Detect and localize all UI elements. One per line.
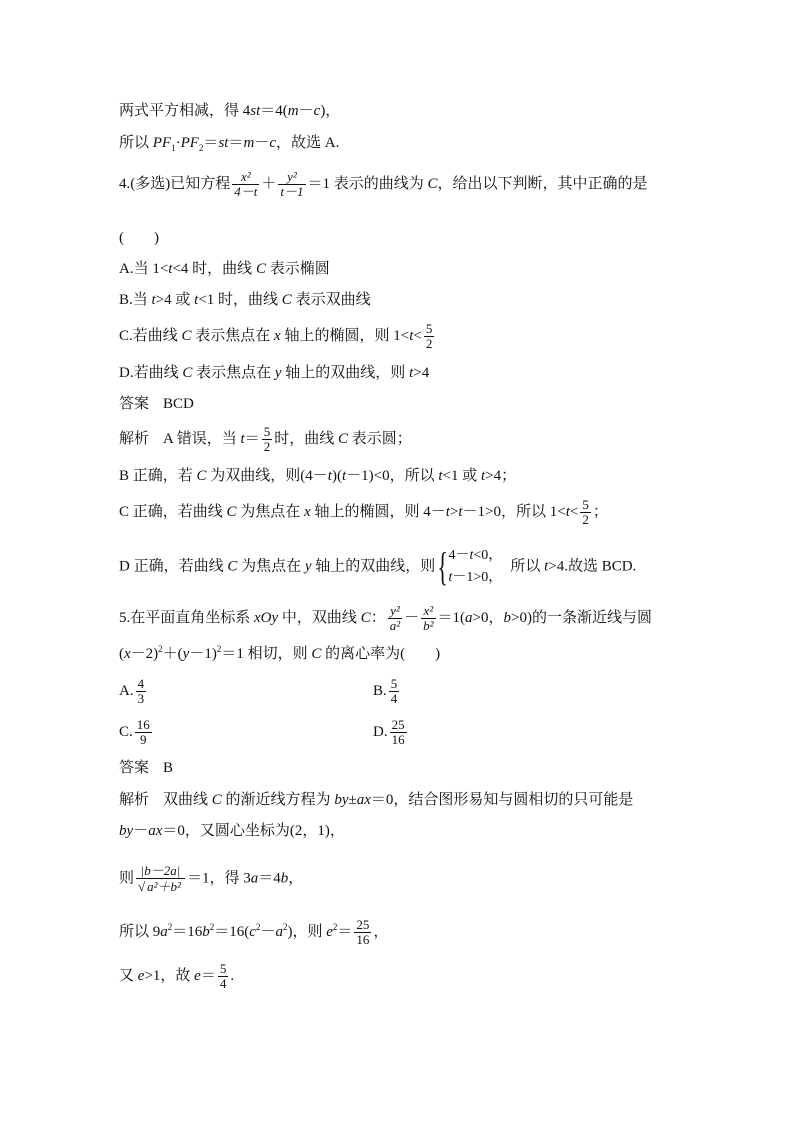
var: y — [274, 365, 282, 381]
text: － — [260, 923, 276, 940]
question-4-answer-blank — [119, 228, 159, 248]
denominator: t－1 — [280, 184, 304, 199]
option-5-a — [119, 677, 148, 706]
var: m — [243, 135, 255, 151]
text: >1，故 — [144, 967, 195, 984]
option-c — [119, 322, 436, 351]
text: ， — [373, 923, 389, 940]
left-brace: { — [437, 544, 449, 589]
text: 时，曲线 — [274, 430, 338, 447]
denominator: 3 — [137, 691, 145, 706]
var: t — [194, 292, 199, 308]
numerator: 25 — [356, 917, 370, 932]
text: ＝ — [200, 967, 216, 984]
text: 所以 — [119, 135, 153, 151]
superscript: 2 — [209, 921, 215, 932]
text: －1) — [189, 646, 217, 662]
text: ＝16 — [172, 923, 203, 940]
text: )，则 — [287, 923, 327, 940]
text: >4.故选 BCD. — [548, 558, 637, 575]
solution-4-line-1 — [119, 425, 412, 454]
var: by — [334, 792, 349, 808]
text: B 正确，若 — [119, 468, 197, 484]
var: C — [226, 503, 237, 520]
text: 中，双曲线 — [278, 609, 361, 626]
text: B.当 — [119, 292, 152, 308]
solution-5-line-5 — [119, 962, 234, 991]
radical-sign: √ — [138, 879, 146, 895]
denominator: 2 — [425, 336, 433, 351]
fraction — [388, 604, 402, 633]
text: >0， — [472, 609, 504, 626]
text: ＝4 — [258, 870, 281, 887]
text: ： — [370, 609, 386, 626]
fraction — [262, 425, 273, 454]
var: b — [503, 609, 512, 626]
text: ＝1，得 3 — [186, 870, 251, 887]
answer-value: B — [163, 760, 174, 776]
numerator: y² — [278, 170, 305, 185]
text: ( ) — [119, 230, 159, 246]
text: 的渐近线方程为 — [221, 792, 335, 808]
fraction — [136, 864, 185, 894]
text: 表示椭圆 — [265, 261, 330, 277]
text: － — [298, 103, 314, 119]
var: t — [327, 468, 332, 484]
radicand: a²＋b² — [147, 879, 181, 895]
denominator: a² — [389, 618, 401, 633]
text: · — [175, 135, 181, 151]
option-b — [119, 290, 371, 310]
var: t — [445, 503, 450, 520]
var: a — [465, 609, 473, 626]
text: 为双曲线，则(4－ — [206, 468, 328, 484]
var: C — [281, 292, 292, 308]
text: >4 — [413, 365, 430, 381]
var: b — [202, 923, 210, 940]
solution-4-line-c — [119, 498, 608, 527]
var: C — [427, 175, 438, 192]
var: ax — [356, 792, 371, 808]
var: t — [409, 327, 414, 344]
var: c — [269, 135, 276, 151]
text: ， — [288, 870, 304, 887]
fraction — [354, 918, 371, 947]
var: a — [275, 923, 283, 940]
text: ＋( — [162, 646, 183, 662]
answer-label: 答案 — [119, 760, 150, 776]
text: ＝ — [228, 135, 244, 151]
text: 轴上的双曲线，则 — [311, 558, 436, 575]
solution-5-line-3 — [119, 864, 303, 894]
text: ＝1( — [437, 609, 466, 626]
numerator: 5 — [425, 321, 433, 336]
solution-4-line-d — [119, 545, 636, 589]
text: ＝4( — [260, 103, 288, 119]
superscript: 2 — [282, 921, 288, 932]
numerator: 5 — [390, 676, 398, 691]
var: C — [196, 468, 207, 484]
solution-5-line-2 — [119, 821, 345, 841]
text: A.当 1< — [119, 261, 169, 277]
option-a — [119, 259, 330, 279]
question-4-stem — [119, 170, 648, 199]
var: e — [137, 967, 145, 984]
text: )， — [320, 103, 341, 119]
fraction — [421, 604, 435, 633]
denominator — [136, 879, 185, 894]
text: －1>0， — [452, 570, 503, 585]
text: － — [404, 609, 420, 626]
text: . — [230, 967, 235, 984]
var: t — [409, 365, 414, 381]
question-5-stem-line-1 — [119, 604, 652, 633]
text: ＝0，又圆心坐标为(2，1)， — [162, 823, 345, 839]
var: by — [119, 823, 134, 839]
superscript: 2 — [158, 644, 163, 654]
text: D.若曲线 — [119, 365, 183, 381]
text: － — [133, 823, 149, 839]
text: ＝0，结合图形易知与圆相切的只可能是 — [370, 792, 634, 808]
var: x — [124, 646, 131, 662]
text: <1 时，曲线 — [198, 292, 282, 308]
numerator: x² — [232, 170, 259, 185]
numerator: 16 — [136, 717, 150, 732]
text: 表示圆； — [348, 430, 412, 447]
numerator: 5 — [582, 497, 589, 512]
numerator: 25 — [391, 717, 405, 732]
var: C — [211, 792, 222, 808]
denominator: 9 — [140, 732, 147, 747]
system-row — [449, 567, 503, 589]
text: 轴上的椭圆，则 1< — [280, 327, 410, 344]
var: C — [360, 609, 371, 626]
var: t — [448, 570, 453, 585]
text: < — [413, 327, 422, 344]
solution-5-line-1 — [119, 790, 633, 810]
denominator: 4－t — [234, 184, 258, 199]
var: c — [249, 923, 256, 940]
text: 4.(多选)已知方程 — [119, 175, 231, 192]
text: －2) — [130, 646, 159, 662]
answer-value: BCD — [163, 396, 194, 412]
option-d — [119, 363, 429, 383]
text: <0， — [473, 548, 503, 563]
var: C — [255, 261, 266, 277]
var: c — [313, 103, 321, 119]
var: e — [326, 923, 333, 940]
fraction — [135, 718, 152, 747]
denominator: 4 — [390, 691, 398, 706]
var: t — [438, 468, 443, 484]
option-5-c — [119, 718, 154, 747]
text: 4－ — [448, 548, 470, 563]
text: － — [254, 135, 270, 151]
option-5-b — [373, 677, 401, 706]
text: 轴上的双曲线，则 — [281, 365, 410, 381]
var: a — [160, 923, 168, 940]
text: ± — [348, 792, 357, 808]
fraction — [390, 718, 407, 747]
text: 所以 — [510, 558, 545, 575]
text: D. — [373, 723, 388, 740]
superscript: 2 — [167, 921, 173, 932]
solution-5-line-4 — [119, 918, 388, 947]
question-5-stem-line-2 — [119, 644, 440, 664]
text: －1>0，所以 1< — [462, 503, 566, 520]
fraction — [424, 322, 435, 351]
superscript: 2 — [216, 644, 222, 654]
superscript: 2 — [255, 921, 261, 932]
var: C — [311, 646, 322, 662]
text: C.若曲线 — [119, 327, 182, 344]
numerator: y² — [388, 604, 402, 619]
text: ＝ — [244, 430, 260, 447]
var: b — [280, 870, 289, 887]
text: ＝ — [203, 135, 219, 151]
var: t — [565, 503, 570, 520]
var: C — [182, 365, 193, 381]
fraction — [218, 962, 229, 991]
text: ＝1 表示的曲线为 — [307, 175, 428, 192]
text: ＝1 相切，则 — [221, 646, 312, 662]
text: ； — [592, 503, 608, 520]
var: C — [181, 327, 192, 344]
denominator: 2 — [263, 439, 271, 454]
answer-4 — [119, 394, 194, 414]
var: t — [458, 503, 463, 520]
var: ax — [148, 823, 163, 839]
text: C 正确，若曲线 — [119, 503, 227, 520]
derivation-line-1 — [119, 101, 340, 121]
text: 则 — [119, 870, 135, 887]
derivation-line-2 — [119, 133, 339, 153]
text: 的离心率为( ) — [321, 646, 441, 662]
var: C — [227, 558, 238, 575]
text: 轴上的椭圆，则 4－ — [310, 503, 446, 520]
option-5-d — [373, 718, 409, 747]
text: >4 或 — [155, 292, 195, 308]
var: x — [274, 327, 281, 344]
text: 为焦点在 — [236, 503, 305, 520]
text: 两式平方相减，得 4 — [119, 103, 251, 119]
denominator: 16 — [356, 932, 370, 947]
text: <4 时，曲线 — [172, 261, 256, 277]
var: t — [544, 558, 549, 575]
text: ＝16( — [214, 923, 250, 940]
text: < — [569, 503, 579, 520]
text: －1)<0，所以 — [346, 468, 439, 484]
text: A. — [119, 682, 134, 699]
solution-4-line-b — [119, 466, 516, 486]
var: t — [240, 430, 245, 447]
fraction — [278, 170, 305, 199]
text: 所以 9 — [119, 923, 161, 940]
var: PF — [180, 135, 199, 151]
numerator: 5 — [219, 961, 227, 976]
text: ＝ — [337, 923, 353, 940]
text: 表示焦点在 — [192, 365, 275, 381]
text: >4； — [485, 468, 517, 484]
denominator: b² — [423, 618, 434, 633]
text: 表示焦点在 — [191, 327, 275, 344]
text: ( — [119, 646, 124, 662]
system-row — [449, 545, 503, 567]
text: )( — [331, 468, 342, 484]
inequality-system — [449, 545, 503, 589]
var: a — [250, 870, 259, 887]
solution-label: 解析 — [119, 792, 150, 808]
fraction — [136, 677, 147, 706]
text: > — [449, 503, 459, 520]
text: 为焦点在 — [237, 558, 305, 575]
text: B. — [373, 682, 387, 699]
numerator: |b－2a| — [136, 864, 185, 879]
var: PF — [152, 135, 172, 151]
var: st — [250, 103, 261, 119]
text: 又 — [119, 967, 138, 984]
var: m — [287, 103, 299, 119]
var: e — [194, 967, 201, 984]
var: t — [341, 468, 347, 484]
subscript: 1 — [171, 143, 176, 153]
numerator: 4 — [137, 676, 145, 691]
text: <1 或 — [442, 468, 481, 484]
square-root — [138, 880, 183, 894]
var: C — [337, 430, 348, 447]
var: t — [168, 261, 173, 277]
var: st — [218, 135, 229, 151]
var: y — [182, 646, 190, 662]
subscript: 2 — [198, 143, 204, 153]
fraction — [389, 677, 400, 706]
fraction — [232, 170, 259, 199]
numerator: 5 — [263, 424, 271, 439]
text: ＋ — [261, 175, 277, 192]
text: D 正确，若曲线 — [119, 558, 228, 575]
text: >0)的一条渐近线与圆 — [511, 609, 652, 626]
solution-label: 解析 — [119, 430, 150, 447]
denominator: 4 — [219, 976, 227, 991]
var: t — [469, 548, 474, 563]
var: xOy — [254, 609, 279, 626]
numerator: x² — [421, 604, 435, 619]
answer-5 — [119, 758, 173, 778]
text: 双曲线 — [163, 792, 212, 808]
var: x — [304, 503, 311, 520]
var: t — [151, 292, 156, 308]
text: A 错误，当 — [163, 430, 241, 447]
text: 表示双曲线 — [291, 292, 371, 308]
denominator: 16 — [391, 732, 405, 747]
fraction — [580, 498, 591, 527]
var: t — [480, 468, 486, 484]
answer-label: 答案 — [119, 396, 150, 412]
text: C. — [119, 723, 133, 740]
denominator: 2 — [582, 512, 589, 527]
text: ，故选 A. — [276, 135, 340, 151]
text: 5.在平面直角坐标系 — [119, 609, 255, 626]
var: y — [304, 558, 312, 575]
superscript: 2 — [332, 921, 338, 932]
text: ，给出以下判断，其中正确的是 — [437, 175, 648, 192]
